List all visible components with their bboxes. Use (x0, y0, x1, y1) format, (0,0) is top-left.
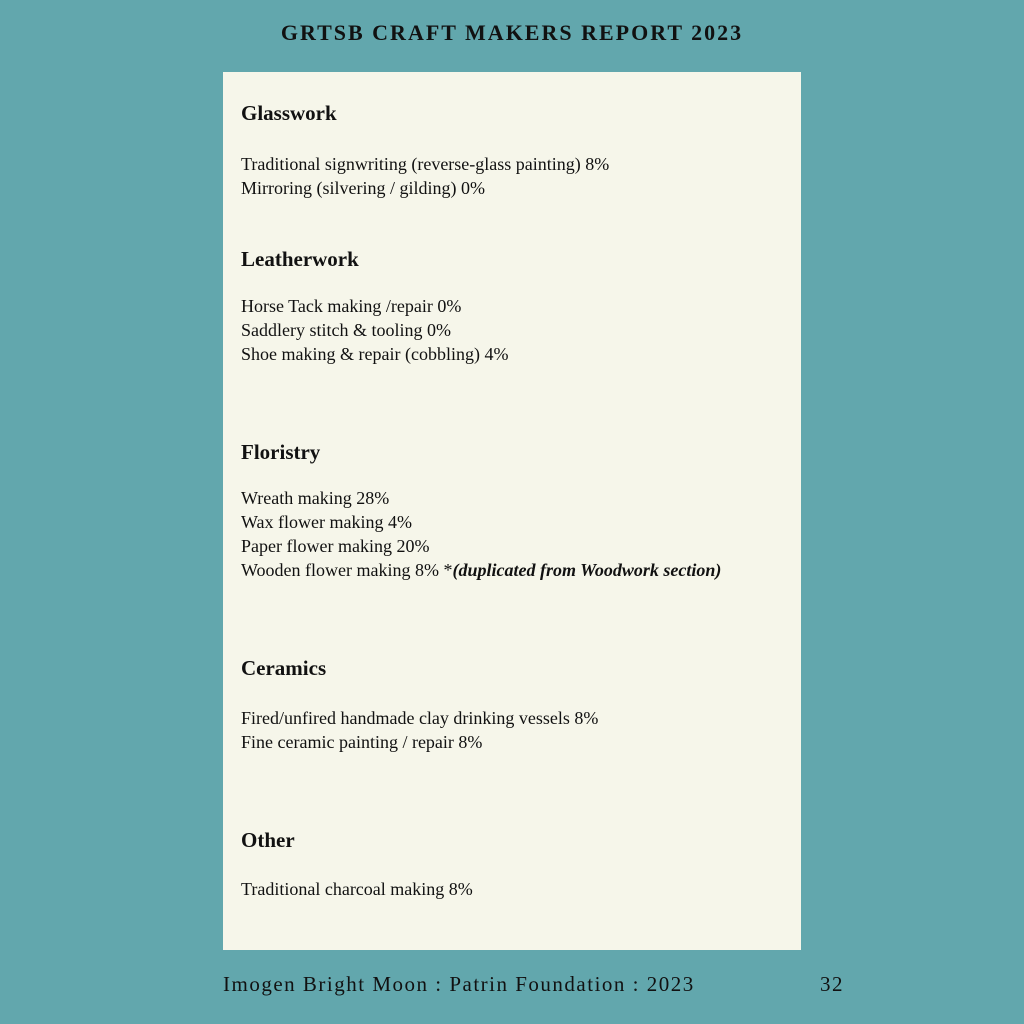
list-item: Fired/unfired handmade clay drinking vessels 8% (241, 708, 599, 728)
section-heading: Other (241, 828, 295, 852)
footnote-text: (duplicated from Woodwork section) (452, 560, 722, 580)
section-ceramics (241, 655, 796, 752)
list-item-with-note (241, 558, 721, 582)
section-floristry (241, 439, 796, 580)
list-item: Horse Tack making /repair 0% (241, 296, 462, 316)
list-item: Paper flower making 20% (241, 536, 430, 556)
list-item: Saddlery stitch & tooling 0% (241, 320, 451, 340)
page-footer (0, 972, 1024, 1002)
list-item: Shoe making & repair (cobbling) 4% (241, 344, 509, 364)
list-item: Wax flower making 4% (241, 512, 412, 532)
footer-credit: Imogen Bright Moon : Patrin Foundation : 2023 (223, 972, 695, 996)
item-list (241, 486, 721, 582)
page-title: GRTSB CRAFT MAKERS REPORT 2023 (280, 20, 744, 45)
section-other (241, 827, 796, 899)
section-heading: Glasswork (241, 101, 337, 125)
item-list (241, 706, 598, 754)
section-heading: Leatherwork (241, 247, 359, 271)
section-glasswork (241, 100, 796, 198)
page-number: 32 (820, 972, 844, 996)
item-list (241, 152, 609, 200)
list-item: Wreath making 28% (241, 488, 390, 508)
list-item: Traditional signwriting (reverse-glass painting) 8% (241, 154, 610, 174)
list-item: Mirroring (silvering / gilding) 0% (241, 178, 485, 198)
list-item: Fine ceramic painting / repair 8% (241, 732, 483, 752)
report-card (223, 72, 801, 950)
list-item-text: Wooden flower making 8% * (241, 560, 453, 580)
section-leatherwork (241, 246, 796, 364)
section-heading: Floristry (241, 440, 321, 464)
list-item: Traditional charcoal making 8% (241, 879, 473, 899)
section-heading: Ceramics (241, 656, 327, 680)
item-list (241, 877, 473, 901)
item-list (241, 294, 508, 366)
